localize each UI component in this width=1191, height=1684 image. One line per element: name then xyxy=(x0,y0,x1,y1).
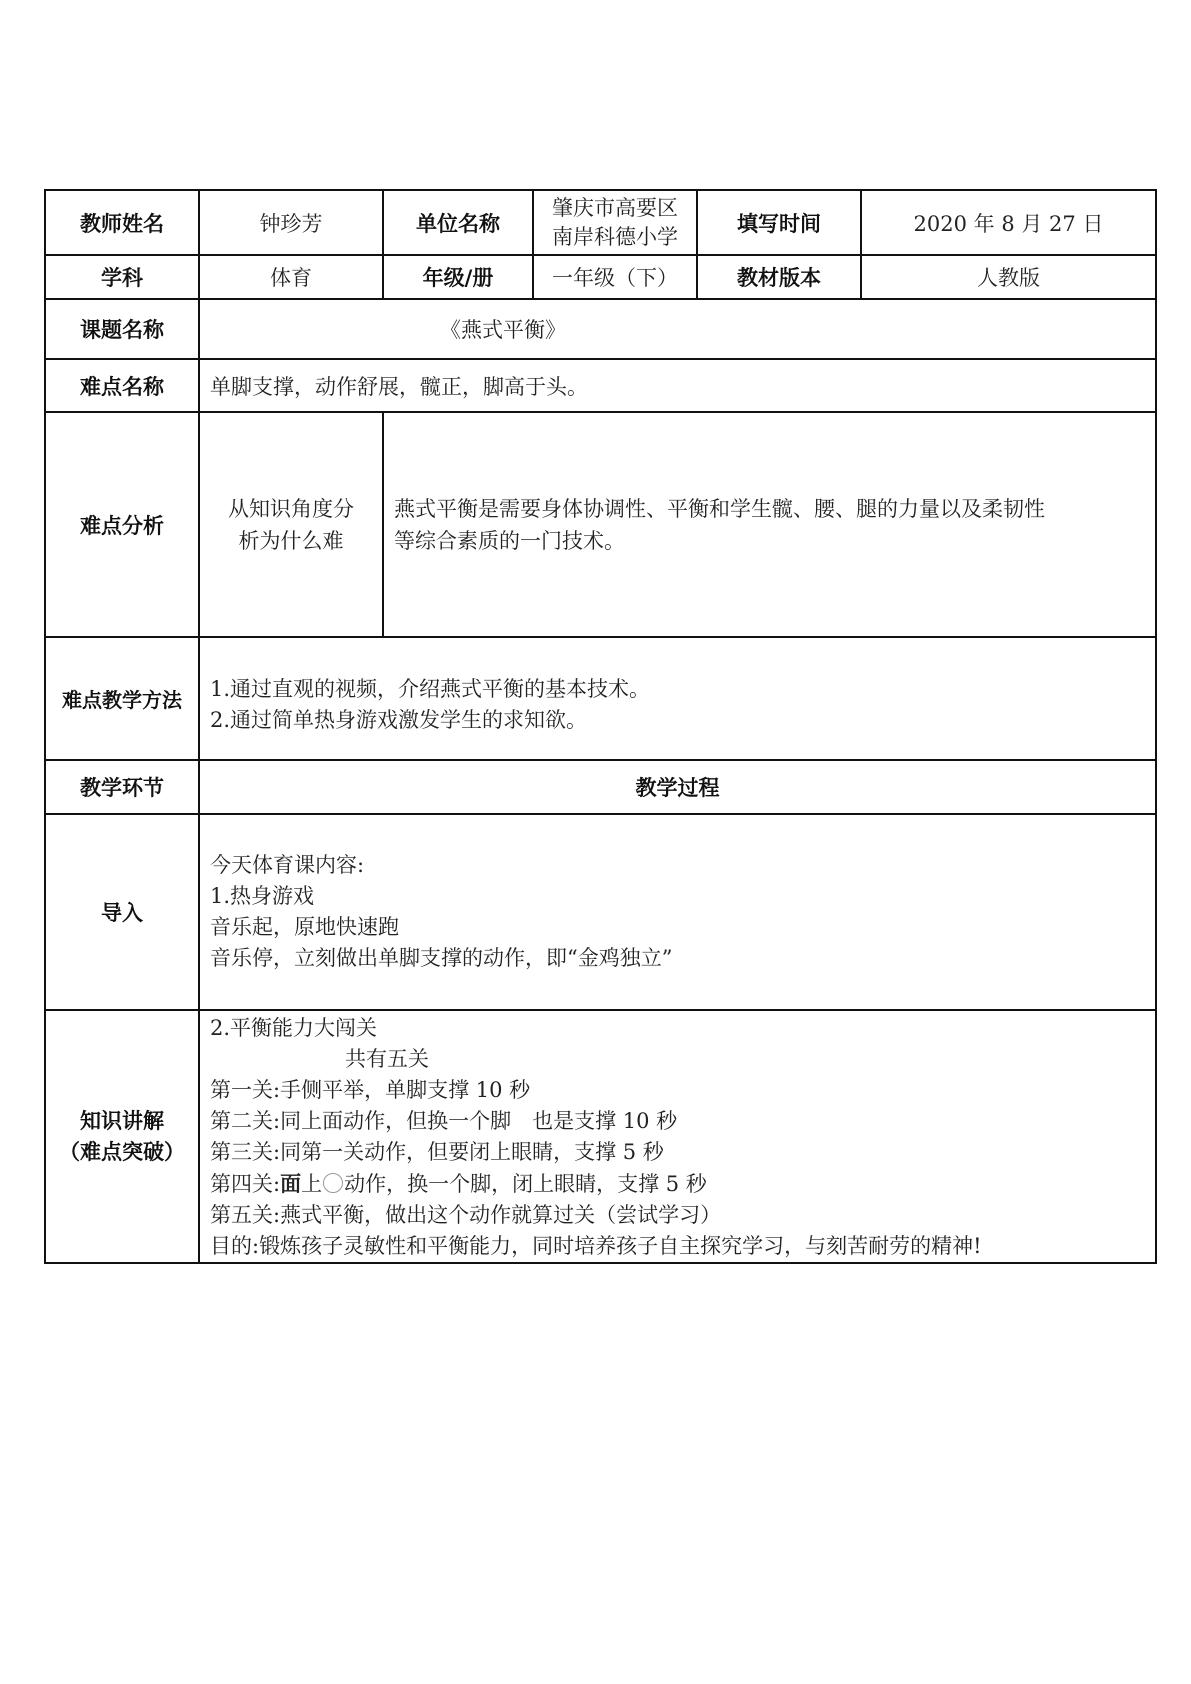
topic-value xyxy=(199,299,1156,359)
difficulty-value: 单脚支撑，动作舒展，髋正，脚高于头。 xyxy=(199,359,1156,412)
row-analysis xyxy=(45,412,1156,637)
knowledge-label-line-2: （难点突破） xyxy=(59,1139,185,1164)
knowledge-line-2: 共有五关 xyxy=(345,1047,429,1071)
analysis-line-1: 燕式平衡是需要身体协调性、平衡和学生髋、腰、腿的力量以及柔韧性 xyxy=(394,496,1045,521)
row-knowledge xyxy=(45,1010,1156,1263)
knowledge-content xyxy=(199,1010,1156,1263)
row-topic xyxy=(45,299,1156,359)
row-subject xyxy=(45,255,1156,299)
row-intro xyxy=(45,814,1156,1010)
edition-value: 人教版 xyxy=(861,255,1156,299)
analysis-sub-line-1: 从知识角度分 xyxy=(228,496,354,521)
analysis-sub xyxy=(199,412,383,637)
difficulty-label: 难点名称 xyxy=(45,359,199,412)
knowledge-line-8: 目的:锻炼孩子灵敏性和平衡能力，同时培养孩子自主探究学习，与刻苦耐劳的精神! xyxy=(210,1234,982,1258)
intro-line-4: 音乐停，立刻做出单脚支撑的动作，即“金鸡独立” xyxy=(210,946,673,970)
intro-line-2: 1.热身游戏 xyxy=(210,884,315,908)
stage-header: 教学环节 xyxy=(45,760,199,814)
knowledge-line-3: 第一关:手侧平举，单脚支撑 10 秒 xyxy=(210,1078,531,1102)
line6-rest: 动作，换一个脚，闭上眼睛，支撑 5 秒 xyxy=(344,1172,707,1196)
unit-value xyxy=(533,190,697,255)
knowledge-line-1: 2.平衡能力大闯关 xyxy=(210,1016,378,1040)
method-line-1: 1.通过直观的视频，介绍燕式平衡的基本技术。 xyxy=(210,677,651,701)
knowledge-label-line-1: 知识讲解 xyxy=(80,1108,164,1133)
line6-mid: 上 xyxy=(301,1172,323,1196)
date-value: 2020 年 8 月 27 日 xyxy=(861,190,1156,255)
row-method xyxy=(45,637,1156,760)
method-line-2: 2.通过简单热身游戏激发学生的求知欲。 xyxy=(210,708,588,732)
edition-label: 教材版本 xyxy=(697,255,861,299)
lesson-plan-table xyxy=(44,189,1157,1264)
analysis-line-2: 等综合素质的一门技术。 xyxy=(394,528,625,553)
row-difficulty xyxy=(45,359,1156,412)
topic-text: 《燕式平衡》 xyxy=(440,318,566,342)
analysis-label: 难点分析 xyxy=(45,412,199,637)
knowledge-line-5: 第三关:同第一关动作，但要闭上眼睛，支撑 5 秒 xyxy=(210,1140,664,1164)
grade-label: 年级/册 xyxy=(383,255,533,299)
unit-label: 单位名称 xyxy=(383,190,533,255)
method-content xyxy=(199,637,1156,760)
topic-label: 课题名称 xyxy=(45,299,199,359)
intro-content xyxy=(199,814,1156,1010)
analysis-content xyxy=(383,412,1156,637)
method-label: 难点教学方法 xyxy=(45,637,199,760)
teacher-label: 教师姓名 xyxy=(45,190,199,255)
line6-glyph: 面 xyxy=(280,1171,302,1196)
analysis-sub-line-2: 析为什么难 xyxy=(238,528,344,553)
date-label: 填写时间 xyxy=(697,190,861,255)
intro-line-1: 今天体育课内容: xyxy=(210,853,365,877)
intro-line-3: 音乐起，原地快速跑 xyxy=(210,915,399,939)
row-teacher xyxy=(45,190,1156,255)
knowledge-line-4: 第二关:同上面动作，但换一个脚 也是支撑 10 秒 xyxy=(210,1109,678,1133)
row-process-header xyxy=(45,760,1156,814)
unit-line-2: 南岸科德小学 xyxy=(552,224,678,249)
teacher-value: 钟珍芳 xyxy=(199,190,383,255)
subject-label: 学科 xyxy=(45,255,199,299)
intro-label: 导入 xyxy=(45,814,199,1010)
grade-value: 一年级（下） xyxy=(533,255,697,299)
placeholder-circle-icon xyxy=(323,1173,343,1193)
knowledge-label xyxy=(45,1010,199,1263)
knowledge-line-6 xyxy=(210,1168,1155,1200)
subject-value: 体育 xyxy=(199,255,383,299)
unit-line-1: 肇庆市高要区 xyxy=(552,195,678,220)
process-header: 教学过程 xyxy=(199,760,1156,814)
knowledge-line-7: 第五关:燕式平衡，做出这个动作就算过关（尝试学习） xyxy=(210,1203,722,1227)
line6-prefix: 第四关: xyxy=(210,1172,281,1196)
